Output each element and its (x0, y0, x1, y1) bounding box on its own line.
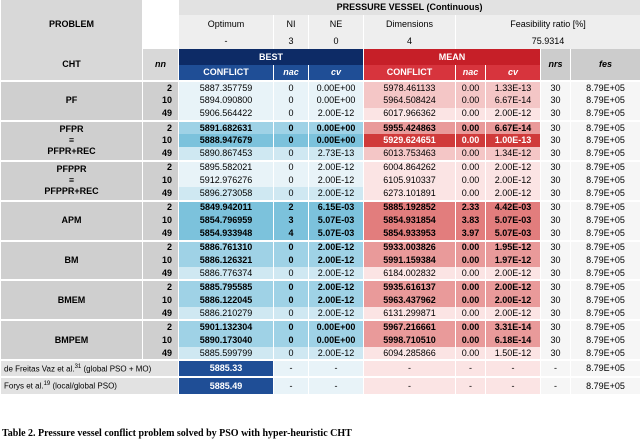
cht-label-line: ≡ (3, 175, 140, 186)
best-conflict-cell: 5912.976276 (179, 174, 274, 187)
best-conflict-cell: 5885.599799 (179, 347, 274, 360)
mean-cv-cell: 2.00E-12 (486, 307, 541, 320)
mean-conflict-cell: 6184.002832 (364, 267, 456, 280)
mean-nac-cell: 0.00 (456, 347, 486, 360)
cht-label-line: BMEM (3, 295, 140, 306)
fes-cell: 8.79E+05 (571, 94, 640, 107)
mean-conflict-cell: 6013.753463 (364, 147, 456, 160)
best-nac-cell: 0 (274, 147, 309, 160)
mean-conflict-cell: 5854.933953 (364, 227, 456, 240)
nn-cell: 10 (143, 254, 179, 267)
best-cv-cell: 2.00E-12 (309, 267, 364, 280)
mean-cv-cell: 6.67E-14 (486, 121, 541, 134)
mean-nac-cell: 0.00 (456, 81, 486, 94)
mean-conflict-cell: 5963.437962 (364, 294, 456, 307)
ne-value: 0 (309, 34, 364, 49)
cht-label-line: PFPPR+REC (3, 186, 140, 197)
nrs-cell: 30 (541, 161, 571, 174)
mean-nac-header: nac (456, 65, 486, 81)
best-conflict-cell: 5901.132304 (179, 320, 274, 333)
mean-header: MEAN (364, 49, 541, 65)
ne-label: NE (309, 15, 364, 34)
reference-number: 31 (75, 364, 82, 370)
ni-label: NI (274, 15, 309, 34)
best-nac-cell: 0 (274, 121, 309, 134)
fes-header: fes (571, 49, 640, 81)
mean-conflict-cell: 5978.461133 (364, 81, 456, 94)
nrs-cell: 30 (541, 294, 571, 307)
mean-cv-cell: 1.34E-12 (486, 147, 541, 160)
table-caption: Table 2. Pressure vessel conflict problem solved by PSO with hyper-heuristic CHT (2, 428, 352, 439)
mean-cv-cell: 2.00E-12 (486, 294, 541, 307)
best-conflict-cell: 5895.582021 (179, 161, 274, 174)
best-nac-cell: 0 (274, 334, 309, 347)
nn-cell: 49 (143, 267, 179, 280)
fes-cell: 8.79E+05 (571, 174, 640, 187)
problem-header: PROBLEM (1, 0, 143, 49)
best-cv-cell: 2.73E-13 (309, 147, 364, 160)
best-conflict-cell: 5890.173040 (179, 334, 274, 347)
mean-nac-cell: 0.00 (456, 280, 486, 293)
ref-best-nac-cell: - (274, 377, 309, 394)
mean-conflict-cell: 6004.864262 (364, 161, 456, 174)
mean-conflict-cell: 6094.285866 (364, 347, 456, 360)
mean-nac-cell: 0.00 (456, 134, 486, 147)
ref-nrs-cell: - (541, 377, 571, 394)
nrs-cell: 30 (541, 307, 571, 320)
best-conflict-cell: 5854.933948 (179, 227, 274, 240)
nn-cell: 10 (143, 134, 179, 147)
cht-group-label (1, 201, 143, 241)
ref-mean-conflict-cell: - (364, 377, 456, 394)
best-cv-cell: 0.00E+00 (309, 94, 364, 107)
table-row (1, 241, 640, 254)
fes-cell: 8.79E+05 (571, 81, 640, 94)
nn-cell: 49 (143, 347, 179, 360)
feasibility-value: 75.9314 (456, 34, 640, 49)
best-cv-cell: 2.00E-12 (309, 307, 364, 320)
mean-nac-cell: 0.00 (456, 294, 486, 307)
nn-cell: 10 (143, 294, 179, 307)
best-cv-cell: 2.00E-12 (309, 347, 364, 360)
ref-fes-cell: 8.79E+05 (571, 377, 640, 394)
nrs-cell: 30 (541, 347, 571, 360)
reference-label (1, 360, 179, 377)
best-cv-cell: 0.00E+00 (309, 334, 364, 347)
mean-conflict-cell: 5991.159384 (364, 254, 456, 267)
best-conflict-cell: 5886.122045 (179, 294, 274, 307)
reference-label (1, 377, 179, 394)
mean-cv-cell: 2.00E-12 (486, 267, 541, 280)
best-nac-cell: 2 (274, 201, 309, 214)
nn-cell: 49 (143, 307, 179, 320)
nn-cell: 10 (143, 174, 179, 187)
mean-cv-cell: 5.07E-03 (486, 214, 541, 227)
mean-conflict-cell: 5955.424863 (364, 121, 456, 134)
nn-cell: 49 (143, 227, 179, 240)
ref-best-conflict-cell: 5885.49 (179, 377, 274, 394)
nrs-cell: 30 (541, 147, 571, 160)
nrs-cell: 30 (541, 81, 571, 94)
table-row (1, 81, 640, 94)
mean-conflict-header: CONFLICT (364, 65, 456, 81)
mean-cv-cell: 3.31E-14 (486, 320, 541, 333)
ref-fes-cell: 8.79E+05 (571, 360, 640, 377)
best-cv-cell: 2.00E-12 (309, 254, 364, 267)
best-nac-cell: 0 (274, 94, 309, 107)
best-conflict-cell: 5887.357759 (179, 81, 274, 94)
best-cv-cell: 5.07E-03 (309, 214, 364, 227)
optimum-value: - (179, 34, 274, 49)
nrs-cell: 30 (541, 174, 571, 187)
table-row (1, 320, 640, 333)
cht-header: CHT (1, 49, 143, 81)
cht-group-label (1, 81, 143, 121)
nrs-cell: 30 (541, 280, 571, 293)
nrs-cell: 30 (541, 267, 571, 280)
nrs-header: nrs (541, 49, 571, 81)
mean-nac-cell: 0.00 (456, 121, 486, 134)
mean-cv-cell: 2.00E-12 (486, 280, 541, 293)
mean-nac-cell: 0.00 (456, 108, 486, 121)
mean-conflict-cell: 5998.710510 (364, 334, 456, 347)
best-nac-cell: 0 (274, 241, 309, 254)
ref-mean-nac-cell: - (456, 360, 486, 377)
nn-cell: 49 (143, 187, 179, 200)
cht-label-line: PFPR (3, 124, 140, 135)
mean-cv-cell: 1.95E-12 (486, 241, 541, 254)
best-conflict-cell: 5886.210279 (179, 307, 274, 320)
nn-cell: 2 (143, 320, 179, 333)
mean-nac-cell: 0.00 (456, 320, 486, 333)
mean-nac-cell: 0.00 (456, 254, 486, 267)
best-nac-cell: 0 (274, 320, 309, 333)
feasibility-label: Feasibility ratio [%] (456, 15, 640, 34)
best-cv-cell: 5.07E-03 (309, 227, 364, 240)
best-cv-cell: 2.00E-12 (309, 294, 364, 307)
cht-label-line: ≡ (3, 135, 140, 146)
mean-cv-cell: 4.42E-03 (486, 201, 541, 214)
mean-conflict-cell: 5967.216661 (364, 320, 456, 333)
cht-label-line: BM (3, 255, 140, 266)
reference-row (1, 360, 640, 377)
ref-best-cv-cell: - (309, 360, 364, 377)
mean-cv-cell: 6.67E-14 (486, 94, 541, 107)
nn-cell: 49 (143, 108, 179, 121)
fes-cell: 8.79E+05 (571, 161, 640, 174)
nn-cell: 10 (143, 334, 179, 347)
fes-cell: 8.79E+05 (571, 307, 640, 320)
nn-cell: 2 (143, 121, 179, 134)
reference-row (1, 377, 640, 394)
reference-number: 19 (44, 381, 51, 387)
cht-group-label (1, 161, 143, 201)
best-nac-cell: 0 (274, 134, 309, 147)
best-nac-cell: 0 (274, 254, 309, 267)
fes-cell: 8.79E+05 (571, 334, 640, 347)
nrs-cell: 30 (541, 201, 571, 214)
mean-cv-cell: 1.50E-12 (486, 347, 541, 360)
fes-cell: 8.79E+05 (571, 347, 640, 360)
best-nac-cell: 0 (274, 347, 309, 360)
nrs-cell: 30 (541, 334, 571, 347)
best-nac-cell: 0 (274, 307, 309, 320)
mean-conflict-cell: 5885.192852 (364, 201, 456, 214)
cht-label-line: PFPR+REC (3, 146, 140, 157)
best-cv-cell: 2.00E-12 (309, 108, 364, 121)
mean-cv-cell: 2.00E-12 (486, 174, 541, 187)
mean-cv-header: cv (486, 65, 541, 81)
nrs-cell: 30 (541, 108, 571, 121)
best-conflict-cell: 5886.776374 (179, 267, 274, 280)
cht-label-line: PFPPR (3, 164, 140, 175)
best-cv-cell: 2.00E-12 (309, 174, 364, 187)
mean-nac-cell: 2.33 (456, 201, 486, 214)
nn-cell: 10 (143, 214, 179, 227)
mean-cv-cell: 1.33E-13 (486, 81, 541, 94)
ref-mean-nac-cell: - (456, 377, 486, 394)
best-cv-cell: 2.00E-12 (309, 161, 364, 174)
fes-cell: 8.79E+05 (571, 187, 640, 200)
best-cv-cell: 0.00E+00 (309, 81, 364, 94)
mean-conflict-cell: 5964.508424 (364, 94, 456, 107)
fes-cell: 8.79E+05 (571, 201, 640, 214)
mean-cv-cell: 1.97E-12 (486, 254, 541, 267)
fes-cell: 8.79E+05 (571, 241, 640, 254)
nrs-cell: 30 (541, 320, 571, 333)
best-cv-cell: 0.00E+00 (309, 320, 364, 333)
cht-label-line: BMPEM (3, 335, 140, 346)
best-nac-cell: 3 (274, 214, 309, 227)
optimum-label: Optimum (179, 15, 274, 34)
cht-group-label (1, 280, 143, 320)
cht-group-label (1, 241, 143, 281)
best-cv-cell: 2.00E-12 (309, 187, 364, 200)
reference-method: (local/global PSO) (50, 382, 117, 391)
fes-cell: 8.79E+05 (571, 294, 640, 307)
best-conflict-cell: 5894.090800 (179, 94, 274, 107)
best-nac-cell: 4 (274, 227, 309, 240)
best-conflict-cell: 5888.947679 (179, 134, 274, 147)
fes-cell: 8.79E+05 (571, 227, 640, 240)
mean-conflict-cell: 5933.003826 (364, 241, 456, 254)
nrs-cell: 30 (541, 121, 571, 134)
nn-cell: 2 (143, 241, 179, 254)
best-conflict-cell: 5886.761310 (179, 241, 274, 254)
ref-best-cv-cell: - (309, 377, 364, 394)
table-title: PRESSURE VESSEL (Continuous) (179, 0, 640, 15)
nn-cell: 2 (143, 280, 179, 293)
fes-cell: 8.79E+05 (571, 108, 640, 121)
reference-method: (global PSO + MO) (81, 365, 151, 374)
best-nac-header: nac (274, 65, 309, 81)
best-nac-cell: 0 (274, 81, 309, 94)
nn-cell: 2 (143, 201, 179, 214)
dimensions-label: Dimensions (364, 15, 456, 34)
nn-cell: 10 (143, 94, 179, 107)
mean-conflict-cell: 6131.299871 (364, 307, 456, 320)
best-cv-cell: 6.15E-03 (309, 201, 364, 214)
mean-cv-cell: 1.00E-13 (486, 134, 541, 147)
best-nac-cell: 0 (274, 294, 309, 307)
mean-nac-cell: 3.83 (456, 214, 486, 227)
ref-mean-cv-cell: - (486, 377, 541, 394)
nn-header: nn (143, 49, 179, 81)
best-conflict-cell: 5890.867453 (179, 147, 274, 160)
mean-nac-cell: 0.00 (456, 174, 486, 187)
best-conflict-cell: 5896.273058 (179, 187, 274, 200)
best-nac-cell: 0 (274, 161, 309, 174)
table-row (1, 161, 640, 174)
best-nac-cell: 0 (274, 267, 309, 280)
ref-mean-cv-cell: - (486, 360, 541, 377)
mean-nac-cell: 0.00 (456, 187, 486, 200)
best-conflict-cell: 5891.682631 (179, 121, 274, 134)
fes-cell: 8.79E+05 (571, 147, 640, 160)
fes-cell: 8.79E+05 (571, 134, 640, 147)
best-cv-header: cv (309, 65, 364, 81)
ref-mean-conflict-cell: - (364, 360, 456, 377)
mean-conflict-cell: 5935.616137 (364, 280, 456, 293)
nrs-cell: 30 (541, 94, 571, 107)
mean-cv-cell: 5.07E-03 (486, 227, 541, 240)
fes-cell: 8.79E+05 (571, 280, 640, 293)
mean-conflict-cell: 6105.910337 (364, 174, 456, 187)
mean-cv-cell: 6.18E-14 (486, 334, 541, 347)
dimensions-value: 4 (364, 34, 456, 49)
mean-conflict-cell: 5854.931854 (364, 214, 456, 227)
best-cv-cell: 0.00E+00 (309, 134, 364, 147)
best-nac-cell: 0 (274, 280, 309, 293)
fes-cell: 8.79E+05 (571, 254, 640, 267)
best-nac-cell: 0 (274, 187, 309, 200)
reference-author: Forys et al. (4, 382, 44, 391)
best-cv-cell: 2.00E-12 (309, 280, 364, 293)
best-conflict-cell: 5885.795585 (179, 280, 274, 293)
nn-cell: 2 (143, 161, 179, 174)
nrs-cell: 30 (541, 227, 571, 240)
nrs-cell: 30 (541, 254, 571, 267)
cht-label-line: APM (3, 215, 140, 226)
cht-group-label (1, 320, 143, 360)
mean-cv-cell: 2.00E-12 (486, 108, 541, 121)
nrs-cell: 30 (541, 134, 571, 147)
mean-cv-cell: 2.00E-12 (486, 187, 541, 200)
best-cv-cell: 0.00E+00 (309, 121, 364, 134)
mean-nac-cell: 3.97 (456, 227, 486, 240)
best-conflict-header: CONFLICT (179, 65, 274, 81)
ref-best-conflict-cell: 5885.33 (179, 360, 274, 377)
mean-nac-cell: 0.00 (456, 161, 486, 174)
ni-value: 3 (274, 34, 309, 49)
best-conflict-cell: 5886.126321 (179, 254, 274, 267)
best-conflict-cell: 5854.796959 (179, 214, 274, 227)
mean-nac-cell: 0.00 (456, 334, 486, 347)
best-nac-cell: 0 (274, 174, 309, 187)
mean-nac-cell: 0.00 (456, 147, 486, 160)
best-header: BEST (179, 49, 364, 65)
best-conflict-cell: 5849.942011 (179, 201, 274, 214)
mean-cv-cell: 2.00E-12 (486, 161, 541, 174)
nrs-cell: 30 (541, 187, 571, 200)
nrs-cell: 30 (541, 214, 571, 227)
ref-nrs-cell: - (541, 360, 571, 377)
fes-cell: 8.79E+05 (571, 214, 640, 227)
cht-group-label (1, 121, 143, 161)
mean-nac-cell: 0.00 (456, 94, 486, 107)
nn-cell: 2 (143, 81, 179, 94)
mean-conflict-cell: 5929.624651 (364, 134, 456, 147)
mean-nac-cell: 0.00 (456, 241, 486, 254)
table-row (1, 201, 640, 214)
mean-conflict-cell: 6017.966362 (364, 108, 456, 121)
cht-label-line: PF (3, 95, 140, 106)
table-row (1, 121, 640, 134)
reference-author: de Freitas Vaz et al. (4, 365, 75, 374)
fes-cell: 8.79E+05 (571, 121, 640, 134)
table-row (1, 280, 640, 293)
fes-cell: 8.79E+05 (571, 320, 640, 333)
best-nac-cell: 0 (274, 108, 309, 121)
ref-best-nac-cell: - (274, 360, 309, 377)
nrs-cell: 30 (541, 241, 571, 254)
fes-cell: 8.79E+05 (571, 267, 640, 280)
best-conflict-cell: 5906.564422 (179, 108, 274, 121)
mean-nac-cell: 0.00 (456, 267, 486, 280)
best-cv-cell: 2.00E-12 (309, 241, 364, 254)
mean-nac-cell: 0.00 (456, 307, 486, 320)
nn-cell: 49 (143, 147, 179, 160)
mean-conflict-cell: 6273.101891 (364, 187, 456, 200)
